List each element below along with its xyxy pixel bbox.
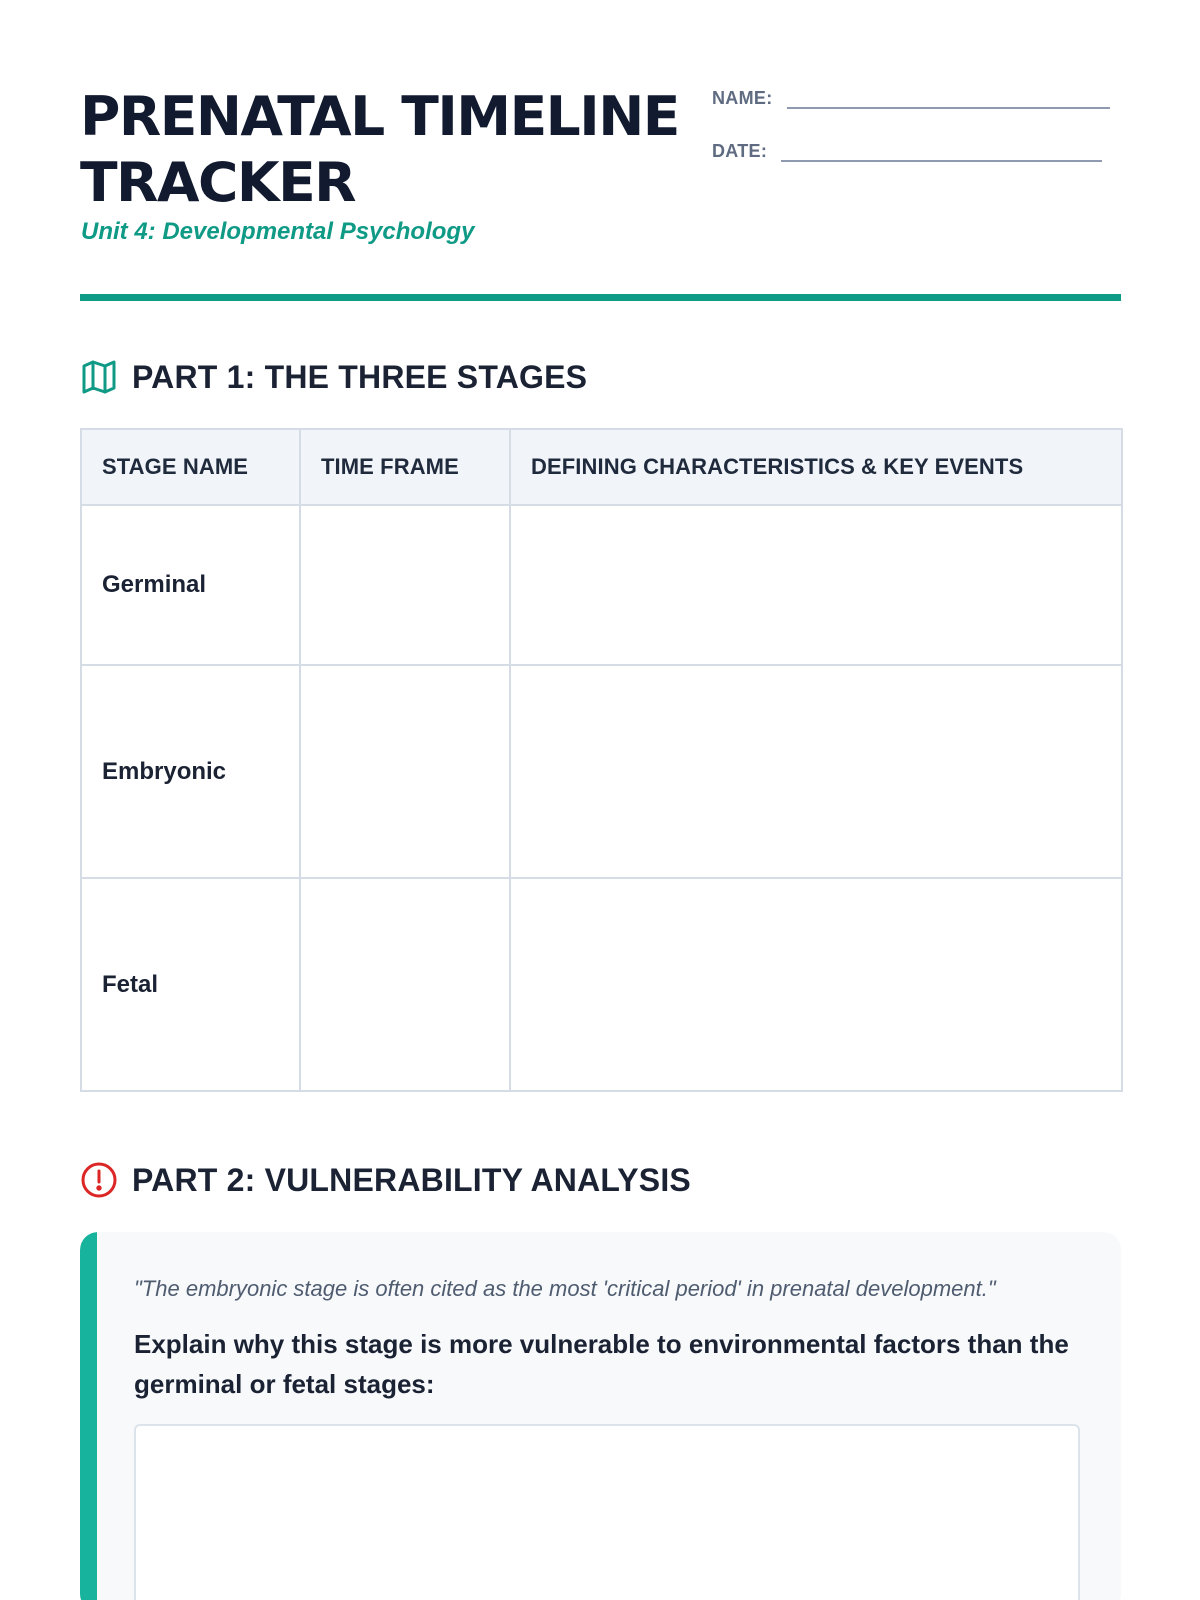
table-row [81,878,1122,1091]
stage-name-cell: Embryonic [81,665,300,878]
column-header-characteristics: DEFINING CHARACTERISTICS & KEY EVENTS [510,429,1122,505]
time-frame-cell[interactable] [300,665,510,878]
name-label: NAME: [712,88,773,108]
question-prompt: Explain why this stage is more vulnerable to environmental factors than the germinal or fetal stages: [134,1329,1069,1399]
answer-textarea[interactable] [134,1424,1080,1600]
part2-title: PART 2: VULNERABILITY ANALYSIS [132,1161,691,1198]
characteristics-cell[interactable] [510,505,1122,665]
part2-heading [80,1161,691,1199]
column-header-stage-name: STAGE NAME [81,429,300,505]
quote-text: "The embryonic stage is often cited as the most 'critical period' in prenatal development." [134,1276,996,1301]
vulnerability-card [80,1232,1121,1600]
part1-title: PART 1: THE THREE STAGES [132,358,588,395]
header-divider [80,294,1121,301]
time-frame-cell[interactable] [300,505,510,665]
characteristics-cell[interactable] [510,665,1122,878]
map-icon [80,358,118,396]
card-accent-bar [80,1232,97,1600]
date-field[interactable] [781,142,1102,162]
table-row [81,665,1122,878]
column-header-time-frame: TIME FRAME [300,429,510,505]
characteristics-cell[interactable] [510,878,1122,1091]
table-header-row [81,429,1122,505]
alert-circle-icon [80,1161,118,1199]
stage-name-cell: Fetal [81,878,300,1091]
name-field[interactable] [787,89,1110,109]
name-field-row [712,88,1110,109]
page-subtitle: Unit 4: Developmental Psychology [81,218,475,245]
table-row [81,505,1122,665]
date-field-row [712,141,1102,162]
time-frame-cell[interactable] [300,878,510,1091]
part1-heading [80,358,587,396]
stages-table [80,428,1123,1092]
date-label: DATE: [712,141,768,161]
page-title: PRENATAL TIMELINE TRACKER [80,85,679,214]
stage-name-cell: Germinal [81,505,300,665]
